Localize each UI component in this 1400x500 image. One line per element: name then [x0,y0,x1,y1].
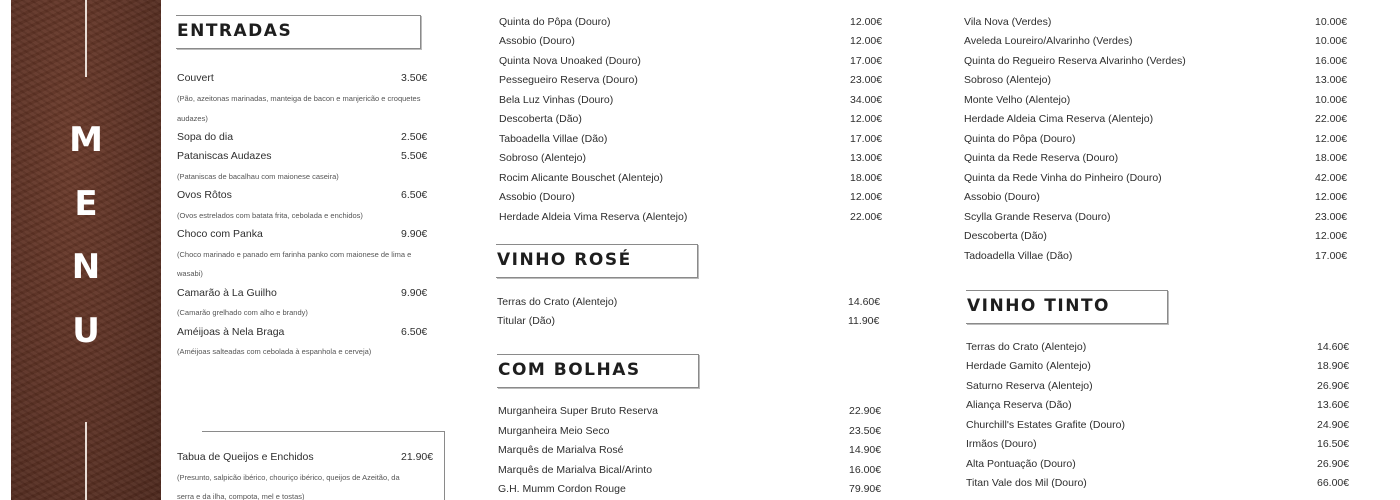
wine-name: Taboadella Villae (Dão) [499,133,608,145]
tabua-box [202,431,445,500]
tabua-desc: (Presunto, salpicão ibérico, chouriço ibérico, queijos de Azeitão, da [177,473,400,482]
entrada-item-desc: (Pataniscas de bacalhau com maionese caseira) [177,172,339,181]
wine-price: 12.00€ [1315,230,1348,242]
menu-letter-m: M [69,120,103,160]
entrada-item-price: 2.50€ [401,131,428,143]
entrada-item-price: 6.50€ [401,189,428,201]
wine-name: Rocim Alicante Bouschet (Alentejo) [499,172,663,184]
entrada-item-name: Améijoas à Nela Braga [177,326,285,338]
wine-name: Marquês de Marialva Rosé [498,444,624,456]
wine-price: 12.00€ [1315,191,1348,203]
wine-name: Assobio (Douro) [964,191,1040,203]
wine-price: 14.60€ [848,296,881,308]
entrada-item-desc: (Ovos estrelados com batata frita, cebolada e enchidos) [177,211,363,220]
wine-name: Quinta Nova Unoaked (Douro) [499,55,641,67]
wine-price: 23.50€ [849,425,882,437]
wine-name: Terras do Crato (Alentejo) [966,341,1087,353]
entrada-item-name: Choco com Panka [177,228,263,240]
wine-price: 24.90€ [1317,419,1350,431]
wine-price: 26.90€ [1317,458,1350,470]
wine-name: Herdade Gamito (Alentejo) [966,360,1091,372]
wine-name: Herdade Aldeia Cima Reserva (Alentejo) [964,113,1154,125]
sidebar-divider-bottom [85,422,87,500]
menu-letter-u: U [72,311,100,351]
wine-name: Churchill's Estates Grafite (Douro) [966,419,1125,431]
com-bolhas-title: COM BOLHAS [498,360,641,380]
wine-price: 22.90€ [849,405,882,417]
wine-price: 22.00€ [850,211,883,223]
tabua-name: Tabua de Queijos e Enchidos [177,451,314,463]
wine-name: Irmãos (Douro) [966,438,1037,450]
wine-name: Sobroso (Alentejo) [964,74,1051,86]
wine-name: G.H. Mumm Cordon Rouge [498,483,626,495]
wine-price: 10.00€ [1315,16,1348,28]
wine-name: Quinta do Pôpa (Douro) [499,16,611,28]
wine-name: Herdade Aldeia Vima Reserva (Alentejo) [499,211,688,223]
wine-price: 10.00€ [1315,94,1348,106]
wine-price: 17.00€ [1315,250,1348,262]
wine-price: 13.00€ [1315,74,1348,86]
wine-name: Descoberta (Dão) [964,230,1047,242]
entrada-item-desc: wasabi) [177,269,203,278]
wine-name: Assobio (Douro) [499,35,575,47]
sidebar-divider-top [85,0,87,77]
menu-letter-e: E [74,184,98,224]
vinho-rose-title: VINHO ROSÉ [497,250,632,270]
wine-price: 10.00€ [1315,35,1348,47]
wine-price: 42.00€ [1315,172,1348,184]
entrada-item-name: Couvert [177,72,214,84]
wine-price: 18.00€ [850,172,883,184]
wine-price: 22.00€ [1315,113,1348,125]
wine-name: Aveleda Loureiro/Alvarinho (Verdes) [964,35,1133,47]
wine-price: 11.90€ [848,315,880,327]
wine-name: Assobio (Douro) [499,191,575,203]
wine-price: 14.90€ [849,444,882,456]
wine-name: Monte Velho (Alentejo) [964,94,1071,106]
entrada-item-desc: (Camarão grelhado com alho e brandy) [177,308,308,317]
wine-price: 13.00€ [850,152,883,164]
wine-price: 12.00€ [850,191,883,203]
entrada-item-price: 6.50€ [401,326,428,338]
wine-price: 17.00€ [850,55,883,67]
wine-name: Sobroso (Alentejo) [499,152,586,164]
wine-name: Alta Pontuação (Douro) [966,458,1076,470]
menu-sidebar [11,0,161,500]
wine-name: Scylla Grande Reserva (Douro) [964,211,1111,223]
wine-price: 17.00€ [850,133,883,145]
entrada-item-name: Pataniscas Audazes [177,150,272,162]
wine-name: Tadoadella Villae (Dão) [964,250,1073,262]
entrada-item-price: 3.50€ [401,72,428,84]
wine-name: Quinta do Pôpa (Douro) [964,133,1076,145]
wine-name: Vila Nova (Verdes) [964,16,1052,28]
entrada-item-price: 9.90€ [401,287,428,299]
wine-price: 26.90€ [1317,380,1350,392]
entrada-item-price: 5.50€ [401,150,428,162]
entrada-item-name: Sopa do dia [177,131,234,143]
wine-price: 16.00€ [1315,55,1348,67]
wine-price: 34.00€ [850,94,883,106]
entrada-item-name: Ovos Rôtos [177,189,232,201]
wine-price: 66.00€ [1317,477,1350,489]
wine-name: Quinta do Regueiro Reserva Alvarinho (Verdes) [964,55,1186,67]
wine-price: 12.00€ [850,113,883,125]
tabua-price: 21.90€ [401,451,434,463]
wine-price: 16.00€ [849,464,882,476]
wine-price: 12.00€ [850,16,883,28]
wine-name: Titular (Dão) [497,315,555,327]
wine-price: 13.60€ [1317,399,1350,411]
menu-letter-n: N [71,247,101,287]
wine-name: Pessegueiro Reserva (Douro) [499,74,638,86]
wine-name: Descoberta (Dão) [499,113,582,125]
entrada-item-desc: (Améijoas salteadas com cebolada à espanhola e cerveja) [177,347,372,356]
entrada-item-desc: (Choco marinado e panado em farinha panko com maionese de lima e [177,250,412,259]
wine-price: 12.00€ [850,35,883,47]
wine-name: Aliança Reserva (Dão) [966,399,1072,411]
wine-price: 23.00€ [1315,211,1348,223]
wine-name: Saturno Reserva (Alentejo) [966,380,1093,392]
wine-name: Terras do Crato (Alentejo) [497,296,618,308]
wine-price: 23.00€ [850,74,883,86]
wine-price: 12.00€ [1315,133,1348,145]
wine-name: Marquês de Marialva Bical/Arinto [498,464,653,476]
entrada-item-desc: (Pão, azeitonas marinadas, manteiga de bacon e manjericão e croquetes [177,94,421,103]
wine-price: 79.90€ [849,483,882,495]
wine-name: Quinta da Rede Vinha do Pinheiro (Douro) [964,172,1162,184]
entrada-item-price: 9.90€ [401,228,428,240]
entrada-item-name: Camarão à La Guilho [177,287,277,299]
wine-name: Murganheira Meio Seco [498,425,610,437]
entradas-title: ENTRADAS [177,21,293,41]
wine-price: 18.90€ [1317,360,1350,372]
wine-name: Titan Vale dos Mil (Douro) [966,477,1087,489]
tabua-desc: serra e da ilha, compota, mel e tostas) [177,492,305,500]
vinho-tinto-title: VINHO TINTO [967,296,1111,316]
wine-price: 14.60€ [1317,341,1350,353]
wine-name: Murganheira Super Bruto Reserva [498,405,658,417]
wine-price: 16.50€ [1317,438,1350,450]
entrada-item-desc: audazes) [177,114,208,123]
wine-price: 18.00€ [1315,152,1348,164]
wine-name: Quinta da Rede Reserva (Douro) [964,152,1119,164]
wine-name: Bela Luz Vinhas (Douro) [499,94,614,106]
